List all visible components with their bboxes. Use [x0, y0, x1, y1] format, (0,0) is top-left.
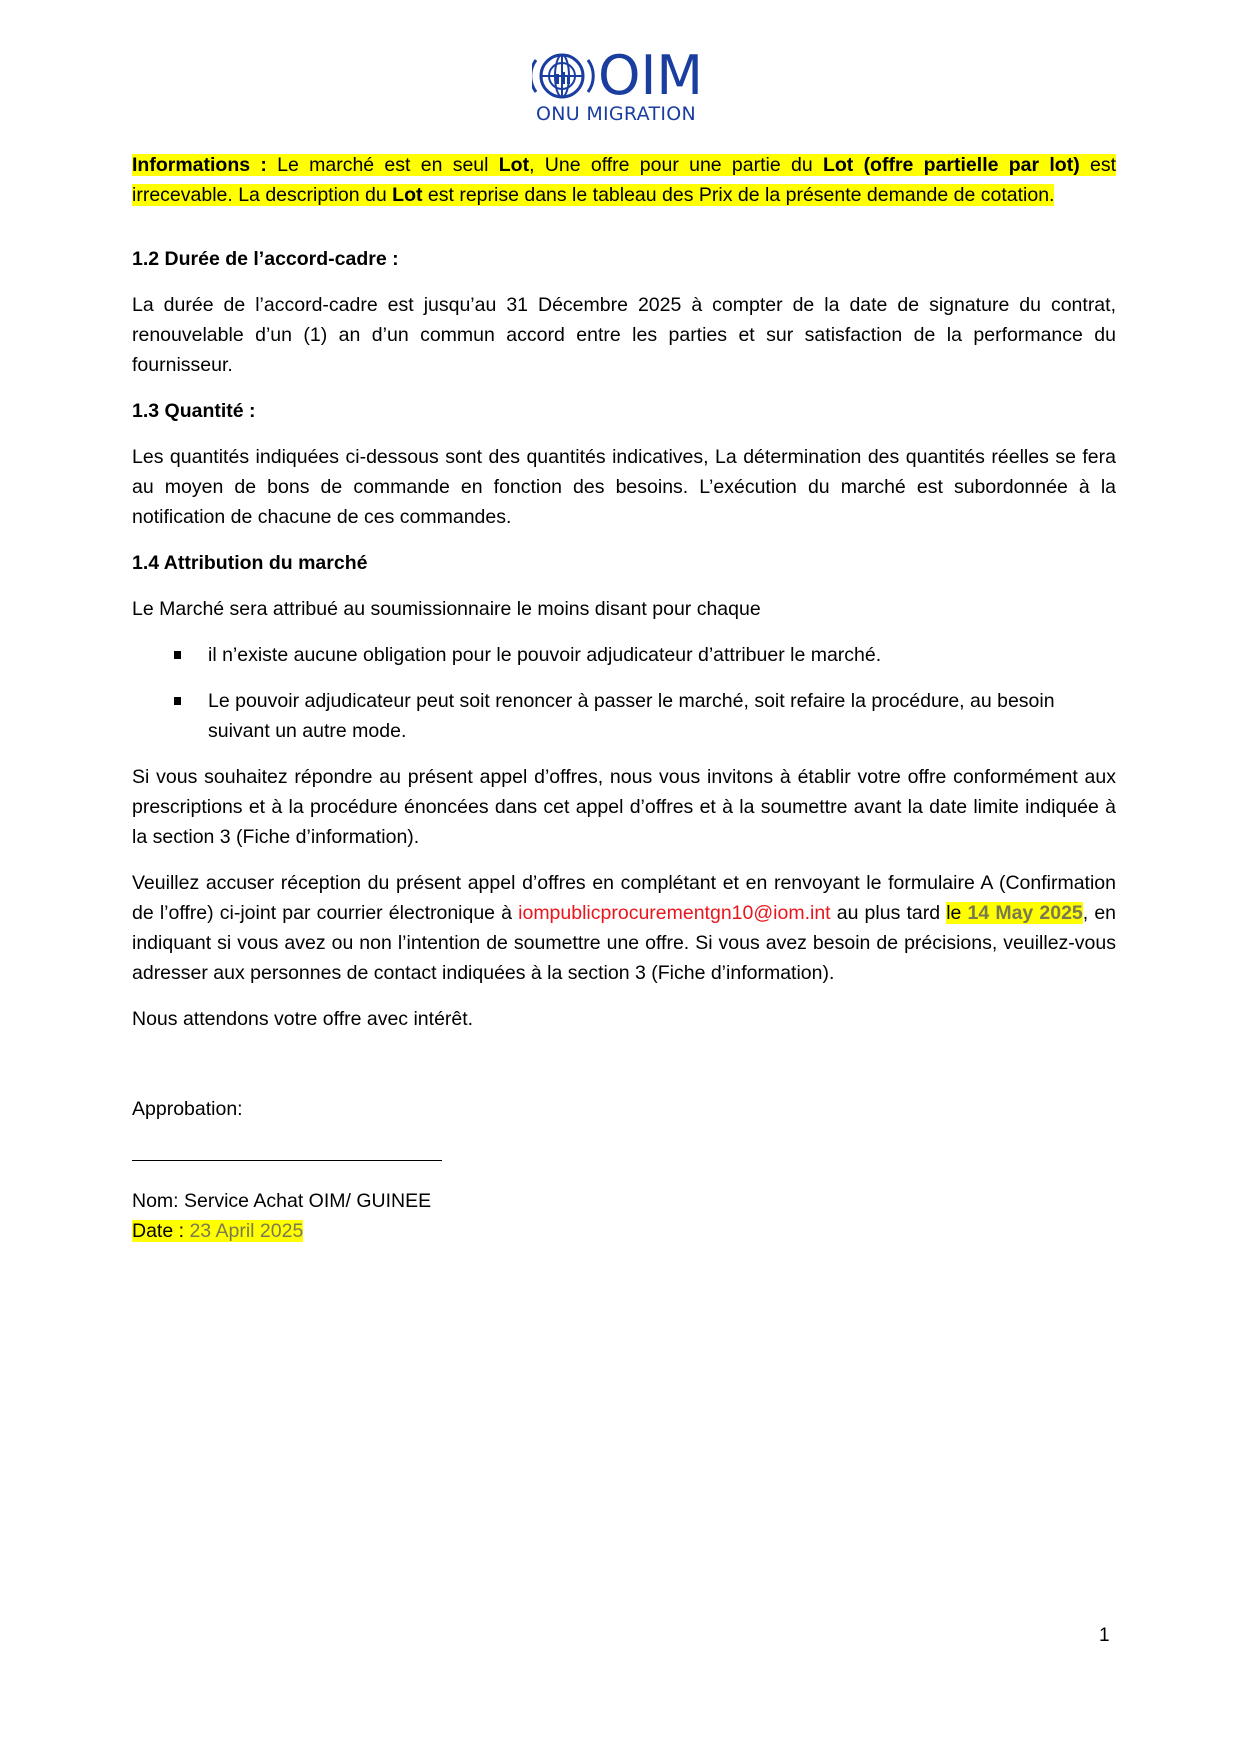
- list-item: [132, 640, 1116, 670]
- quantity-body: Les quantités indiquées ci-dessous sont des quantités indicatives, La détermination des quantités réelles se fera au moyen de bons de commande en fonction des besoins. L’exécution du marché est subordonnée à la notification de chacune de ces commandes.: [132, 446, 1116, 528]
- heading-duration: 1.2 Durée de l’accord-cadre :: [132, 248, 399, 270]
- signature-line: [132, 1159, 442, 1161]
- info-text-1: Le marché est en seul: [266, 154, 499, 176]
- info-text-2: , Une offre pour une partie du: [529, 154, 823, 176]
- heading-quantity: 1.3 Quantité :: [132, 400, 256, 422]
- logo-text: OIM: [598, 50, 704, 106]
- info-lot-1: Lot: [498, 154, 530, 176]
- acknowledge-text-3: , en indiquant si vous avez ou non l’intention de soumettre une offre. Si vous avez besoin de précisions, veuillez-vous adresser aux personnes de contact indiquées à la section 3 (Fiche d’information).: [132, 902, 1117, 984]
- info-text-4: est reprise dans le tableau des Prix de la présente demande de cotation.: [422, 184, 1055, 206]
- deadline-highlight: [946, 902, 1083, 924]
- attribution-list: [132, 640, 1116, 746]
- bullet-icon: [174, 697, 181, 705]
- oim-globe-icon: [532, 50, 712, 106]
- info-label: Informations :: [132, 154, 267, 176]
- approval-label: Approbation:: [132, 1098, 243, 1120]
- list-item: [132, 686, 1116, 746]
- date-label: Date :: [132, 1220, 190, 1242]
- duration-body: La durée de l’accord-cadre est jusqu’au 31 Décembre 2025 à compter de la date de signature du contrat, renouvelable d’un (1) an d’un commun accord entre les parties et sur satisfaction de la performance du fournisseur.: [132, 294, 1116, 376]
- info-text-3: est irrecevable. La description du: [132, 154, 1116, 206]
- attribution-intro: Le Marché sera attribué au soumissionnaire le moins disant pour chaque: [132, 598, 761, 620]
- signatory-name: Nom: Service Achat OIM/ GUINEE: [132, 1190, 432, 1212]
- signature-date-row: [132, 1216, 1116, 1246]
- deadline-prefix: le: [946, 902, 968, 924]
- bullet-icon: [174, 651, 181, 659]
- acknowledge-text-2: au plus tard: [830, 902, 947, 924]
- list-item-text: Le pouvoir adjudicateur peut soit renoncer à passer le marché, soit refaire la procédure, au besoin suivant un autre mode.: [208, 690, 1055, 742]
- acknowledge-text-1: Veuillez accuser réception du présent appel d’offres en complétant et en renvoyant le formulaire A (Confirmation de l’offre) ci-joint par courrier électronique à: [132, 872, 1116, 924]
- page-number: 1: [1099, 1625, 1110, 1646]
- invitation-paragraph: Si vous souhaitez répondre au présent appel d’offres, nous vous invitons à établir votre offre conformément aux prescriptions et à la procédure énoncées dans cet appel d’offres et à la soumettre avant la date limite indiquée à la section 3 (Fiche d’information).: [132, 766, 1116, 848]
- info-highlight: [132, 154, 1116, 206]
- document-body: [132, 150, 1116, 1246]
- email-link[interactable]: iompublicprocurementgn10@iom.int: [518, 902, 831, 924]
- info-lot-3: Lot: [392, 184, 423, 206]
- info-notice: [132, 150, 1116, 210]
- acknowledge-paragraph: [132, 868, 1116, 988]
- date-value: 23 April 2025: [189, 1220, 304, 1242]
- deadline-date: 14 May 2025: [967, 902, 1083, 924]
- info-lot-2: Lot (offre partielle par lot): [822, 154, 1080, 176]
- list-item-text: il n’existe aucune obligation pour le pouvoir adjudicateur d’attribuer le marché.: [208, 644, 882, 666]
- heading-attribution: 1.4 Attribution du marché: [132, 552, 368, 574]
- signature-line-row: [132, 1140, 1116, 1170]
- logo-subtitle: ONU MIGRATION: [536, 103, 697, 125]
- closing-line: Nous attendons votre offre avec intérêt.: [132, 1008, 474, 1030]
- date-highlight: [132, 1220, 303, 1242]
